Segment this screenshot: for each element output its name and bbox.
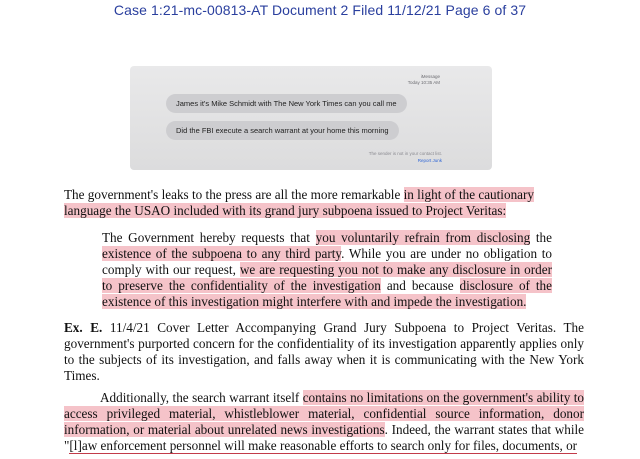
underlined-text: [l]aw enforcement personnel will make reasonable efforts to search only for files, documents, or xyxy=(69,438,578,453)
paragraph-text: Additionally, the search warrant itself xyxy=(100,390,303,405)
paragraph-warrant xyxy=(64,390,584,454)
message-service: iMessage xyxy=(420,74,440,79)
message-bubble-2: Did the FBI execute a search warrant at your home this morning xyxy=(166,121,399,140)
highlighted-text: we are requesting you not to make any disclosure in order to preserve the confidentiality of the investigation xyxy=(102,262,552,293)
unknown-sender-notice xyxy=(369,150,442,164)
message-time: Today 10:35 AM xyxy=(407,80,440,85)
quote-text: The Government hereby requests that xyxy=(102,230,316,245)
message-meta xyxy=(408,74,440,86)
imessage-screenshot xyxy=(130,66,492,170)
exhibit-label: Ex. E. xyxy=(64,320,103,335)
quote-text: . While you are under no obligation to comply with our request, xyxy=(102,246,552,277)
highlighted-text: you voluntarily refrain from disclosing xyxy=(315,230,531,245)
highlighted-text: disclosure of the existence of this investigation might interfere with and impede the investigation. xyxy=(102,278,552,309)
report-junk-link[interactable]: Report Junk xyxy=(417,158,442,163)
highlighted-text: existence of the subpoena to any third party xyxy=(102,246,342,261)
paragraph-text: . Indeed, the warrant states that while " xyxy=(64,422,584,453)
case-header: Case 1:21-mc-00813-AT Document 2 Filed 11/12/21 Page 6 of 37 xyxy=(113,2,527,18)
paragraph-text: 11/4/21 Cover Letter Accompanying Grand Jury Subpoena to Project Veritas. The government's purported concern for the confidentiality of its investigation apparently applies only to the subjects of its investigation, and falls away when it is communicating with the New York Times. xyxy=(64,320,585,383)
highlighted-text: contains no limitations on the government's ability to access privileged material, whistleblower material, confidential source information, donor information, or material about unrelated news investigations xyxy=(64,390,584,437)
paragraph-exhibit-e xyxy=(64,320,584,384)
paragraph-leaks xyxy=(64,187,584,219)
paragraph-text: The government's leaks to the press are all the more remarkable xyxy=(64,187,404,202)
block-quote xyxy=(102,230,552,310)
quote-text: the xyxy=(530,230,552,245)
notice-text: The sender is not in your contact list. xyxy=(368,151,442,156)
highlighted-text: in light of the cautionary language the USAO included with its grand jury subpoena issued to Project Veritas: xyxy=(64,187,534,218)
quote-text: and because xyxy=(380,278,460,293)
message-bubble-1: James it's Mike Schmidt with The New York Times can you call me xyxy=(166,94,407,113)
